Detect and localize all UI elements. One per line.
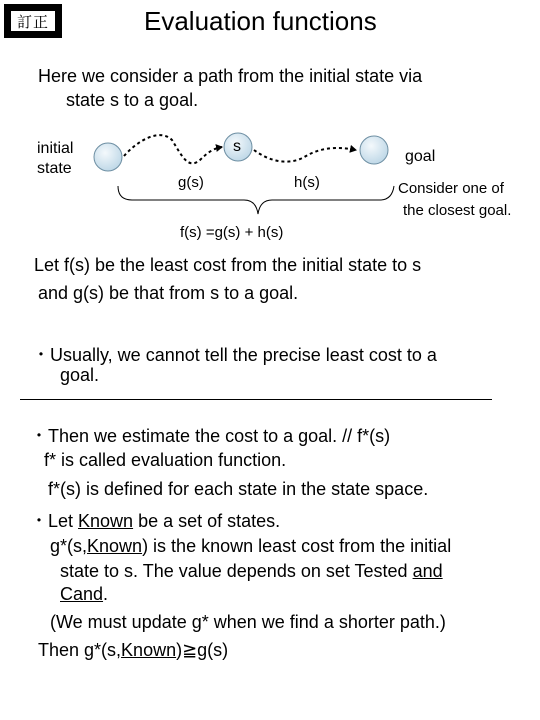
definition-line-1: Let f(s) be the least cost from the initial state to s <box>34 255 422 275</box>
correction-stamp-text: 訂正 <box>10 10 56 32</box>
then-line-9-pre: Then g*(s, <box>38 640 122 660</box>
and-term: and <box>412 561 443 581</box>
initial-state-node <box>94 143 122 171</box>
usually-line-2: goal. <box>60 365 100 385</box>
path-arrow-s-to-goal <box>254 148 356 162</box>
correction-stamp <box>4 4 62 38</box>
goal-note-line-1: Consider one of <box>398 180 504 197</box>
then-line-6 <box>60 561 443 582</box>
then-line-9-post: )≧g(s) <box>176 640 229 660</box>
initial-state-label-1: initial <box>37 140 74 157</box>
path-arrow-initial-to-s <box>124 135 222 163</box>
then-line-4-post: be a set of states. <box>133 511 281 531</box>
usually-line-1: ・Usually, we cannot tell the precise least cost to a <box>32 345 437 365</box>
cand-term: Cand <box>60 584 104 604</box>
intro-line-2: state s to a goal. <box>66 90 199 110</box>
then-line-7-post: . <box>103 584 109 604</box>
h-label: h(s) <box>294 174 320 191</box>
then-line-9 <box>38 640 228 661</box>
s-state-label: s <box>233 138 241 155</box>
then-line-5-pre: g*(s, <box>50 536 88 556</box>
initial-state-label-2: state <box>37 160 72 177</box>
known-term: Known <box>121 640 177 660</box>
f-equation-label: f(s) =g(s) + h(s) <box>180 224 284 241</box>
then-line-2: f* is called evaluation function. <box>44 450 287 470</box>
then-line-7 <box>60 584 108 605</box>
then-line-4 <box>30 507 280 533</box>
page-title: Evaluation functions <box>144 6 377 36</box>
then-line-4-pre: ・Let <box>30 511 79 531</box>
intro-line-1: Here we consider a path from the initial state via <box>38 66 423 86</box>
then-line-6-pre: state to s. The value depends on set Tested <box>60 561 413 581</box>
then-line-5-post: ) is the known least cost from the initial <box>142 536 452 556</box>
goal-label: goal <box>405 148 436 165</box>
f-brace <box>118 186 394 214</box>
then-line-3: f*(s) is defined for each state in the state space. <box>48 479 429 499</box>
section-divider <box>20 399 492 400</box>
then-line-5 <box>50 536 451 557</box>
known-term: Known <box>78 511 134 531</box>
goal-note-line-2: the closest goal. <box>403 202 512 219</box>
then-line-1: ・Then we estimate the cost to a goal. // f*(s) <box>30 426 391 446</box>
g-label: g(s) <box>178 174 204 191</box>
then-line-8: (We must update g* when we find a shorter path.) <box>50 612 446 632</box>
definition-line-2: and g(s) be that from s to a goal. <box>38 283 299 303</box>
known-term: Known <box>87 536 143 556</box>
goal-state-node <box>360 136 388 164</box>
